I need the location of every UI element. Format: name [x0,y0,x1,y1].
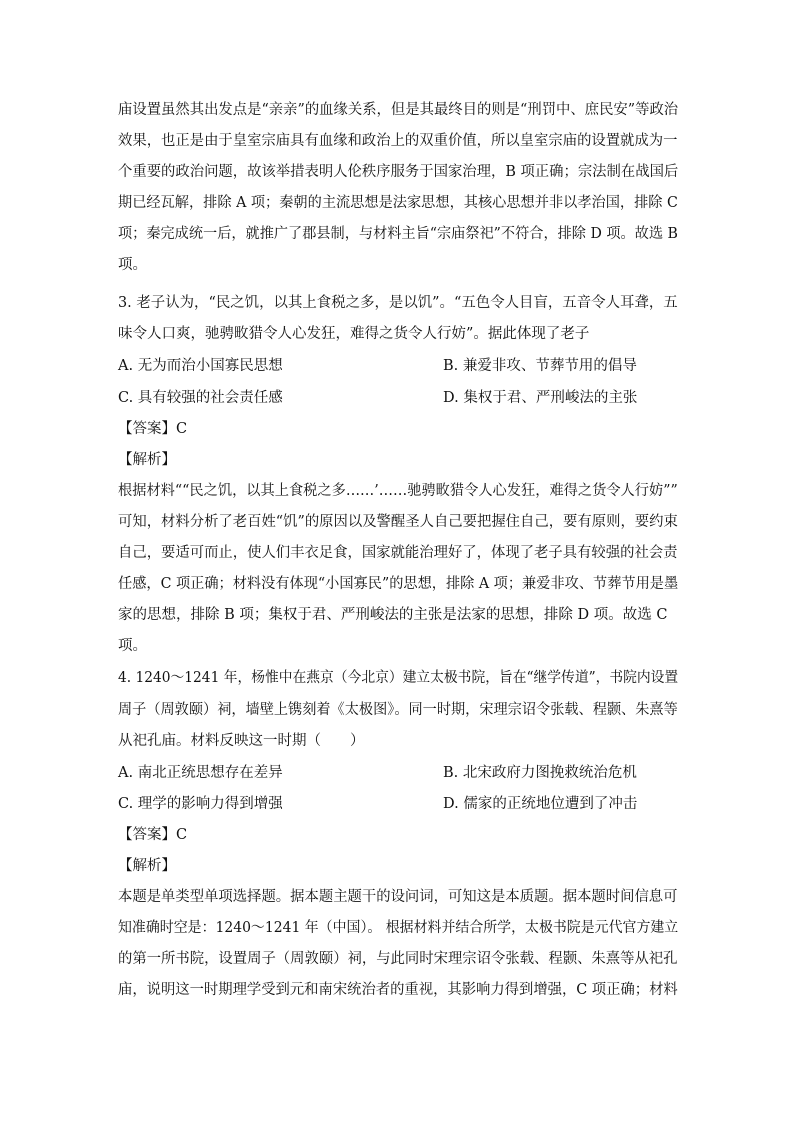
question-4-stem: 周子（周敦颐）祠，墙壁上镌刻着《太极图》。同一时期，宋理宗诏令张载、程颢、朱熹等 [118,702,678,718]
question-4-option-c: C. 理学的影响力得到增强 [118,796,283,812]
question-3-answer: 【答案】C [118,421,188,437]
question-3-stem: 3. 老子认为，“民之饥，以其上食税之多，是以饥”。“五色令人目盲，五音令人耳聋，五 [118,295,678,311]
text-line: 效果，也正是由于皇室宗庙具有血缘和政治上的双重价值，所以皇室宗庙的设置就成为一 [118,133,678,149]
text-line: 庙设置虽然其出发点是“亲亲”的血缘关系，但是其最终目的则是“刑罚中、庶民安”等政治 [118,102,679,118]
text-line: 期已经瓦解，排除 A 项；秦朝的主流思想是法家思想，其核心思想并非以孝治国，排除 C [118,195,678,211]
question-3-analysis-line: 任感，C 项正确；材料没有体现“小国寡民”的思想，排除 A 项；兼爱非攻、节葬节用是墨 [118,576,679,592]
question-4-answer: 【答案】C [118,827,188,843]
question-3-analysis-line: 项。 [118,638,147,654]
question-3-analysis-line: 可知，材料分析了老百姓“饥”的原因以及警醒圣人自己要把握住自己，要有原则，要约束 [118,514,678,530]
question-4-analysis-line: 知准确时空是：1240～1241 年（中国）。 根据材料并结合所学，太极书院是元代官方建立 [118,920,679,936]
question-3-analysis-line: 根据材料““民之饥，以其上食税之多……’……驰骋畋猎令人心发狂，难得之货令人行妨”” [118,483,678,499]
text-line: 项。 [118,257,147,273]
text-line: 项；秦完成统一后，就推广了郡县制，与材料主旨“宗庙祭祀”不符合，排除 D 项。故选 B [118,226,678,242]
question-4-analysis-line: 本题是单类型单项选择题。据本题主题干的设问词，可知这是本质题。据本题时间信息可 [118,889,678,905]
question-3-option-b: B. 兼爱非攻、节葬节用的倡导 [443,358,637,374]
question-3-stem: 味令人口爽，驰骋畋猎令人心发狂，难得之货令人行妨”。据此体现了老子 [118,326,590,342]
question-4-option-d: D. 儒家的正统地位遭到了冲击 [443,796,638,812]
question-3-option-a: A. 无为而治小国寡民思想 [118,358,283,374]
question-4-analysis-line: 的第一所书院，设置周子（周敦颐）祠，与此同时宋理宗诏令张载、程颢、朱熹等从祀孔 [118,951,678,967]
question-3-analysis-line: 家的思想，排除 B 项；集权于君、严刑峻法的主张是法家的思想，排除 D 项。故选 C [118,607,668,623]
question-3-analysis-line: 自己，要适可而止，使人们丰衣足食，国家就能治理好了，体现了老子具有较强的社会责 [118,545,678,561]
question-3-option-c: C. 具有较强的社会责任感 [118,390,283,406]
text-line: 个重要的政治问题，故该举措表明人伦秩序服务于国家治理，B 项正确；宗法制在战国后 [118,164,679,180]
question-4-stem: 从祀孔庙。材料反映这一时期（ ） [118,733,365,749]
question-4-stem: 4. 1240～1241 年，杨惟中在燕京（今北京）建立太极书院，旨在“继学传道”，书院内设置 [118,670,679,686]
question-3-analysis-heading: 【解析】 [118,452,176,468]
question-4-analysis-heading: 【解析】 [118,858,176,874]
question-3-option-d: D. 集权于君、严刑峻法的主张 [443,390,638,406]
question-4-option-b: B. 北宋政府力图挽救统治危机 [443,765,637,781]
question-4-analysis-line: 庙，说明这一时期理学受到元和南宋统治者的重视，其影响力得到增强，C 项正确；材料 [118,982,678,998]
question-4-option-a: A. 南北正统思想存在差异 [118,765,283,781]
